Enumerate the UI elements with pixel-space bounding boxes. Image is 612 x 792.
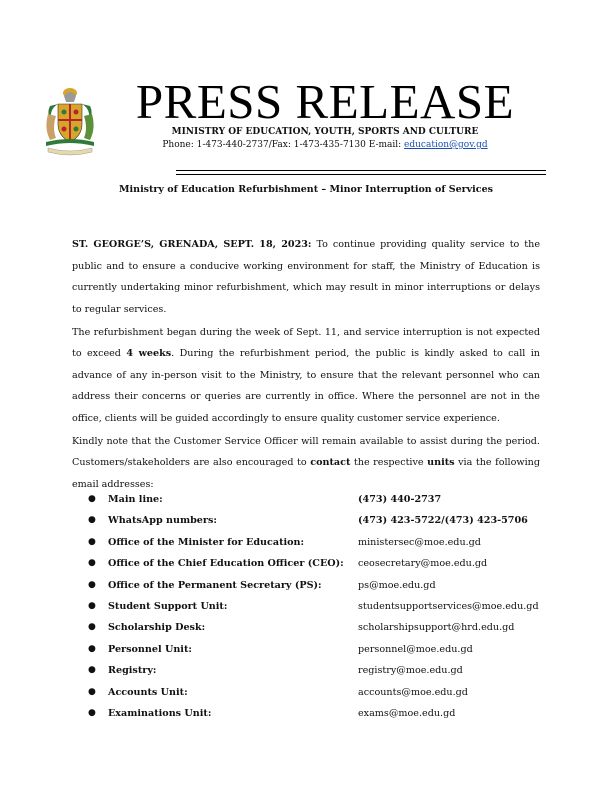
contact-list [88,489,548,724]
contact-phone-fax: Phone: 1-473-440-2737/Fax: 1-473-435-7130 E-mail: [162,140,405,150]
units-emphasis: units [427,457,455,468]
contact-value[interactable]: exams@moe.edu.gd [358,707,456,719]
contact-label: WhatsApp numbers: [108,515,217,527]
list-item [88,553,548,574]
bullet-icon: ● [88,579,96,590]
list-item [88,682,548,703]
bullet-icon: ● [88,536,96,547]
list-item [88,660,548,681]
paragraph-2-end: . During the refurbishment period, the public is kindly asked to call in advance of any in-person visit to the Ministry, to ensure that the relevant personnel who can address their concerns or queries are currently in office. Where the personnel are not in the office, clients will be guided accordingly to ensure quality customer service experience. [72,348,540,424]
bullet-icon: ● [88,665,96,676]
duration-emphasis: 4 weeks [126,348,172,359]
bullet-icon: ● [88,494,96,504]
contact-label: Accounts Unit: [108,686,188,698]
paragraph-3-end: via the following email addresses: [72,457,540,490]
contact-email-link[interactable]: education@gov.gd [404,140,488,150]
contact-value[interactable]: studentsupportservices@moe.edu.gd [358,600,539,612]
list-item [88,532,548,553]
bullet-icon: ● [88,643,96,654]
bullet-icon: ● [88,686,96,697]
contact-value[interactable]: ministersec@moe.edu.gd [358,536,481,548]
coat-of-arms-icon [40,84,100,156]
header-divider-bottom [176,174,546,175]
bullet-icon: ● [88,707,96,718]
paragraph-2-start: The refurbishment began during the week of Sept. 11, and service interruption is not expected to exceed [72,326,540,359]
contact-emphasis: contact [310,457,351,468]
contact-value[interactable]: registry@moe.edu.gd [358,665,463,677]
contact-label: Personnel Unit: [108,643,192,655]
contact-value[interactable]: personnel@moe.edu.gd [358,643,473,655]
release-body [72,234,540,497]
header-divider-top [176,170,546,171]
list-item [88,575,548,596]
paragraph-1-text: To continue providing quality service to the public and to ensure a conducive working environment for staff, the Ministry of Education is currently undertaking minor refurbishment, which may result in minor interruptions or delays to regular services. [72,239,540,315]
bullet-icon: ● [88,600,96,611]
contact-label: Office of the Minister for Education: [108,536,305,548]
contact-label: Main line: [108,494,163,505]
paragraph-3-mid: the respective [350,457,428,468]
contact-label: Office of the Chief Education Officer (CEO): [108,558,344,570]
contact-value: (473) 440-2737 [358,494,442,505]
contact-value[interactable]: ps@moe.edu.gd [358,579,436,591]
list-item [88,510,548,531]
contact-value[interactable]: scholarshipsupport@hrd.edu.gd [358,622,515,634]
release-headline: Ministry of Education Refurbishment – Minor Interruption of Services [119,184,493,195]
contact-line [100,139,550,151]
ministry-name: MINISTRY OF EDUCATION, YOUTH, SPORTS AND CULTURE [171,127,479,137]
contact-label: Student Support Unit: [108,600,228,612]
paragraph-1 [72,234,540,320]
dateline: ST. GEORGE’S, GRENADA, SEPT. 18, 2023: [72,239,312,250]
contact-value[interactable]: ceosecretary@moe.edu.gd [358,558,488,570]
contact-value[interactable]: accounts@moe.edu.gd [358,686,468,698]
page-title: PRESS RELEASE [135,74,515,129]
list-item [88,489,548,510]
paragraph-3-start: Kindly note that the Customer Service Officer will remain available to assist during the period. Customers/stakeholders are also encouraged to [72,435,540,468]
bullet-icon: ● [88,515,96,526]
contact-label: Scholarship Desk: [108,622,206,634]
paragraph-2 [72,322,540,430]
list-item [88,639,548,660]
list-item [88,617,548,638]
contact-label: Registry: [108,665,157,677]
contact-label: Office of the Permanent Secretary (PS): [108,579,322,591]
contact-value: (473) 423-5722/(473) 423-5706 [358,515,528,527]
paragraph-3 [72,431,540,496]
contact-label: Examinations Unit: [108,707,212,719]
list-item [88,703,548,724]
bullet-icon: ● [88,558,96,569]
list-item [88,596,548,617]
bullet-icon: ● [88,622,96,633]
